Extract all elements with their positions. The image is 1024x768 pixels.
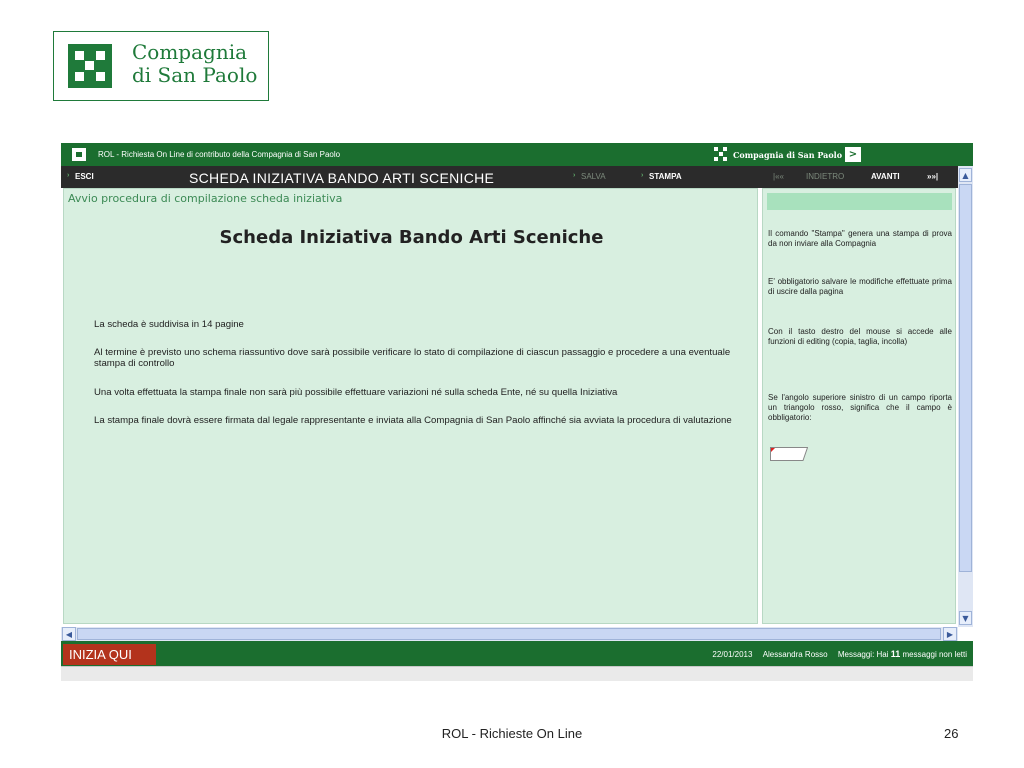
last-page-button[interactable]: »»| (927, 172, 939, 181)
messages-prefix: Messaggi: Hai (837, 650, 889, 659)
scroll-down-icon[interactable]: ▼ (959, 611, 972, 625)
print-arrow-icon: › (641, 172, 644, 179)
messages-info[interactable] (838, 650, 967, 659)
start-here-button[interactable]: INIZIA QUI (63, 644, 156, 665)
section-subheading: Avvio procedura di compilazione scheda iniziativa (68, 192, 343, 205)
brand-name: Compagnia di San Paolo (733, 150, 843, 160)
brand-arrow-button[interactable]: > (845, 147, 861, 162)
logo-text (132, 41, 257, 87)
messages-suffix: messaggi non letti (902, 650, 967, 659)
status-info (704, 649, 967, 659)
sidebar-header-bar (767, 193, 952, 210)
save-arrow-icon: › (573, 172, 576, 179)
horizontal-scrollbar[interactable] (61, 627, 958, 641)
main-title: Scheda Iniziativa Bando Arti Sceniche (219, 227, 604, 248)
browser-status-strip (61, 666, 973, 681)
paragraph-final-print: Una volta effettuata la stampa finale non sarà più possibile effettuare variazioni né sulla scheda Ente, né su quella Iniziativa (94, 387, 618, 398)
window-title: ROL - Richiesta On Line di contributo della Compagnia di San Paolo (98, 150, 341, 159)
window-icon (72, 148, 86, 161)
help-sidebar (762, 188, 956, 624)
main-content-panel (63, 188, 758, 624)
note-editing: Con il tasto destro del mouse si accede alle funzioni di editing (copia, taglia, incolla) (768, 327, 952, 346)
vertical-scroll-thumb[interactable] (959, 184, 972, 572)
paragraph-pages: La scheda è suddivisa in 14 pagine (94, 319, 244, 330)
paragraph-signature: La stampa finale dovrà essere firmata dal legale rappresentante e inviata alla Compagnia di San Paolo affinché sia avviata la procedura di valutazione (94, 415, 732, 426)
horizontal-scroll-thumb[interactable] (77, 628, 941, 640)
vertical-scrollbar[interactable] (958, 166, 973, 627)
required-field-sample-icon (770, 447, 808, 461)
toolbar (61, 166, 958, 188)
logo-checker-icon (68, 44, 112, 88)
rol-app-window (61, 143, 973, 680)
save-button[interactable]: SALVA (581, 172, 606, 181)
logo-line-2: di San Paolo (132, 63, 258, 87)
scroll-right-icon[interactable]: ▶ (943, 627, 957, 641)
messages-count: 11 (890, 649, 901, 659)
note-required-field: Se l'angolo superiore sinistro di un campo riporta un triangolo rosso, significa che il campo è obbligatorio: (768, 393, 952, 422)
slide-page-number: 26 (944, 726, 959, 741)
brand-checker-icon (714, 147, 730, 163)
next-button[interactable]: AVANTI (871, 172, 900, 181)
slide-caption: ROL - Richieste On Line (441, 726, 583, 741)
page-heading: SCHEDA INIZIATIVA BANDO ARTI SCENICHE (189, 170, 495, 186)
status-date: 22/01/2013 (712, 650, 753, 659)
exit-button[interactable]: ESCI (75, 172, 94, 181)
paragraph-summary: Al termine è previsto uno schema riassuntivo dove sarà possibile verificare lo stato di compilazione di ciascun passaggio e procedere a una eventuale stampa di controllo (94, 347, 731, 369)
status-user: Alessandra Rosso (762, 650, 828, 659)
title-bar (61, 143, 973, 166)
scroll-left-icon[interactable]: ◀ (62, 627, 76, 641)
note-print: Il comando "Stampa" genera una stampa di prova da non inviare alla Compagnia (768, 229, 952, 248)
print-button[interactable]: STAMPA (649, 172, 682, 181)
exit-arrow-icon: › (67, 172, 70, 179)
note-save: E' obbligatorio salvare le modifiche effettuate prima di uscire dalla pagina (768, 277, 952, 296)
back-button[interactable]: INDIETRO (806, 172, 845, 181)
compagnia-logo (53, 31, 269, 101)
status-bar (61, 641, 973, 666)
logo-line-1: Compagnia (132, 40, 248, 64)
scroll-up-icon[interactable]: ▲ (959, 168, 972, 182)
first-page-button[interactable]: |«« (773, 172, 784, 181)
